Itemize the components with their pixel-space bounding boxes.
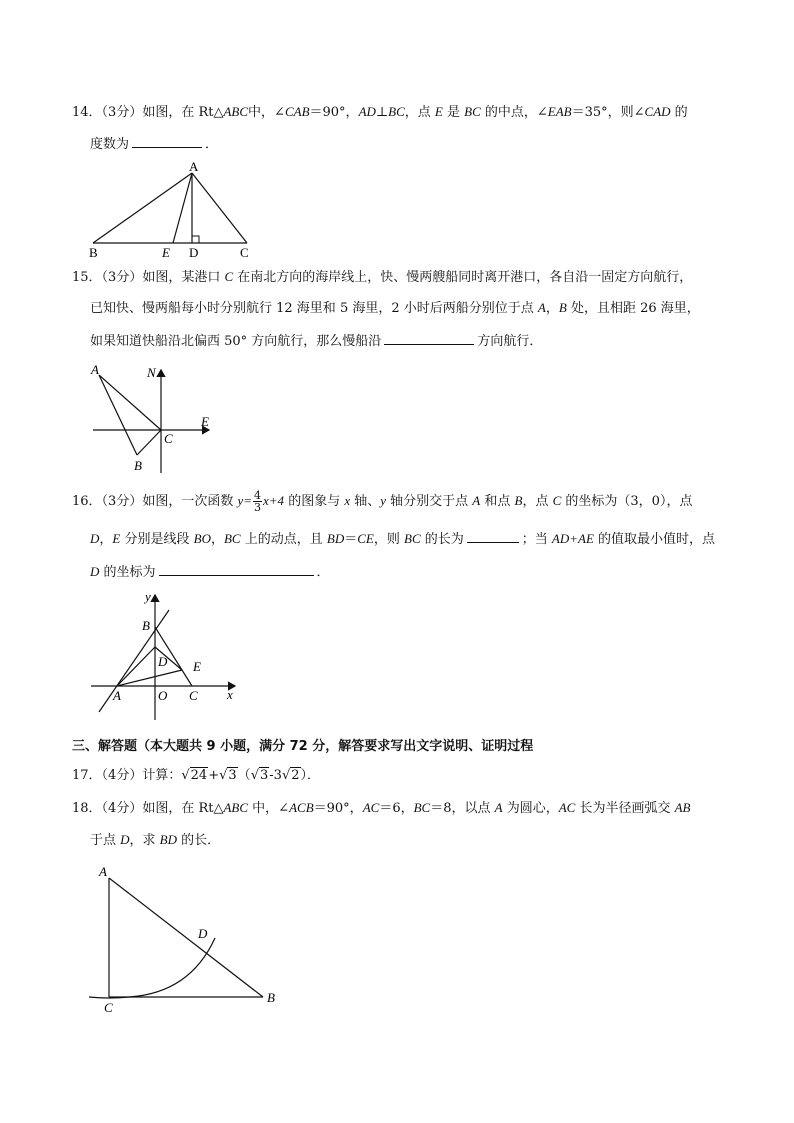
sqrt-icon: √ (181, 768, 190, 783)
q18-label-b: B (267, 990, 275, 1005)
sqrt-icon: √ (281, 768, 291, 783)
q16-label-a: A (113, 688, 121, 703)
q14-right-angle-mark (192, 236, 199, 243)
q15-label-e: E (201, 414, 209, 429)
q16-label-e: E (193, 659, 201, 674)
q18-score: （4分） (101, 801, 143, 816)
section-3-heading: 三、解答题（本大题共 9 小题，满分 72 分，解答要求写出文字说明、证明过程 (72, 739, 534, 754)
q14-answer-blank[interactable] (132, 134, 202, 148)
q16-function-y: y= (237, 493, 253, 508)
q16-label-x: x (227, 687, 233, 702)
q18-figure (85, 860, 285, 1020)
q14-label-d: D (189, 245, 199, 260)
q15-answer-blank[interactable] (384, 331, 474, 345)
q14-segment-ab (93, 173, 192, 243)
q15-segment-ab (99, 375, 137, 455)
q16-number: 16． (72, 494, 102, 509)
q16-answer-blank-1[interactable] (467, 529, 519, 543)
q17-line: 17．（4分）计算：√24+√3（√3-3√2）． (72, 768, 321, 783)
q16-answer-blank-2[interactable] (159, 562, 314, 576)
q18-line-1: 18．（4分）如图，在 Rt△ABC 中，∠ACB＝90°，AC＝6，BC＝8，以点 A 为圆心，AC 长为半径画弧交 AB (72, 800, 691, 816)
q14-label-e: E (162, 245, 170, 260)
q15-line-2: 已知快、慢两船每小时分别航行 12 海里和 5 海里，2 小时后两船分别位于点 A，B 处，且相距 26 海里， (90, 300, 700, 316)
q15-segment-ca (99, 375, 161, 430)
q15-label-n: N (147, 365, 156, 380)
sqrt-icon: √ (219, 768, 228, 783)
q18-label-a: A (99, 864, 107, 879)
q16-segment-ad (117, 647, 155, 686)
q16-figure (85, 590, 245, 725)
q17-score: （4分） (101, 768, 143, 783)
q16-score: （3分） (101, 494, 143, 509)
q15-figure (85, 358, 220, 478)
q15-line-3: 如果知道快船沿北偏西 50° 方向航行，那么慢船沿 方向航行． (90, 331, 542, 351)
q14-number: 14． (72, 105, 102, 120)
q14-segment-ac (192, 173, 247, 243)
q16-fraction: $\frac{4}{3}$ (254, 489, 262, 514)
q14-label-b: B (89, 245, 98, 260)
q16-label-c: C (189, 688, 198, 703)
q15-label-a: A (91, 362, 99, 377)
q18-arc (89, 938, 215, 998)
q18-number: 18． (72, 801, 102, 816)
q16-label-y: y (145, 590, 151, 604)
q14-segment-ae (173, 173, 192, 243)
q16-label-b: B (142, 618, 150, 633)
q16-line-2: D，E 分别是线段 BO，BC 上的动点，且 BD＝CE，则 BC 的长为 ；当 AD+AE 的值取最小值时，点 (90, 531, 716, 547)
sqrt-icon: √ (250, 768, 259, 783)
q15-segment-cb (137, 430, 161, 455)
q18-segment-ab (109, 878, 263, 997)
q15-number: 15． (72, 270, 102, 285)
q15-label-c: C (164, 431, 173, 446)
q15-label-b: B (134, 458, 142, 473)
q15-line-1: 15．（3分）如图，某港口 C 在南北方向的海岸线上，快、慢两艘船同时离开港口，各自沿一固定方向航行， (72, 269, 693, 285)
q14-label-a: A (189, 160, 199, 174)
q14-score: （3分） (101, 105, 143, 120)
q16-label-o: O (158, 688, 168, 703)
q14-line-1: 14．（3分）如图，在 Rt△ABC中，∠CAB＝90°，AD⊥BC，点 E 是 BC 的中点，∠EAB＝35°，则∠CAD 的 (72, 104, 688, 120)
q18-line-2: 于点 D，求 BD 的长． (90, 832, 221, 848)
q18-label-c: C (104, 1000, 113, 1015)
q15-score: （3分） (101, 270, 143, 285)
q16-line-1: 16．（3分）如图，一次函数 y= $\frac{4}{3}$ x+4 的图象与 x 轴、y 轴分别交于点 A 和点 B，点 C 的坐标为（3，0），点 (72, 489, 693, 514)
q14-label-c: C (240, 245, 249, 260)
q16-label-d: D (158, 654, 168, 669)
q17-number: 17． (72, 768, 102, 783)
q18-label-d: D (198, 926, 208, 941)
q14-figure (85, 160, 260, 260)
q16-line-3: D 的坐标为 ． (90, 564, 330, 580)
q14-line-2: 度数为 ． (90, 134, 218, 154)
